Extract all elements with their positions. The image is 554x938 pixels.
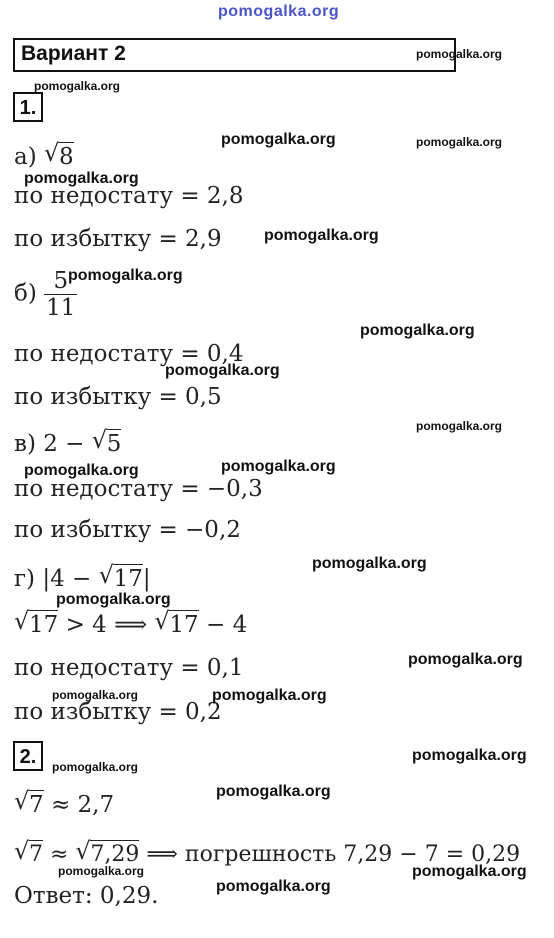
task-1-number: 1. (13, 92, 43, 122)
watermark: pomogalka.org (416, 135, 503, 149)
task-1b-lower: по недостату = 0,4 (14, 341, 244, 367)
watermark: pomogalka.org (56, 591, 171, 608)
task-1b-numerator: 5 (44, 268, 77, 295)
task-1b-denominator: 11 (46, 295, 76, 321)
task-2-number: 2. (13, 741, 43, 771)
task-2-line-2-radicand: 7 (29, 842, 43, 867)
site-header-link[interactable]: pomogalka.org (218, 3, 340, 20)
watermark: pomogalka.org (221, 131, 336, 148)
watermark: pomogalka.org (360, 322, 475, 339)
watermark: pomogalka.org (221, 458, 336, 475)
task-2-answer: Ответ: 0,29. (14, 883, 159, 909)
watermark: pomogalka.org (408, 651, 523, 668)
watermark: pomogalka.org (68, 267, 183, 284)
sqrt-symbol (44, 142, 74, 170)
task-1c-upper: по избытку = −0,2 (14, 517, 241, 543)
sqrt-symbol (14, 790, 44, 818)
task-2-line-2-mid: ≈ (43, 842, 76, 867)
sqrt-symbol (14, 610, 58, 638)
watermark: pomogalka.org (216, 878, 331, 895)
task-1c-expression (14, 429, 121, 457)
task-2-line-2-rest: ⟹ погрешность 7,29 − 7 = 0,29 (139, 842, 521, 867)
variant-title: Вариант 2 (21, 42, 126, 65)
watermark: pomogalka.org (264, 227, 379, 244)
watermark: pomogalka.org (24, 170, 139, 187)
task-1d-step-end: − 4 (198, 612, 248, 638)
task-1b-label: б) (14, 280, 37, 307)
task-1d-expression (14, 564, 151, 592)
task-1d-step (14, 610, 247, 638)
sqrt-symbol (92, 429, 122, 457)
task-1c-lower: по недостату = −0,3 (14, 476, 263, 502)
task-2-line-2-radicand-2: 7,29 (90, 842, 140, 867)
task-1d-lower: по недостату = 0,1 (14, 655, 244, 681)
task-2-line-1-radicand: 7 (29, 792, 44, 818)
task-1d-step-radicand-2: 17 (169, 612, 199, 638)
watermark: pomogalka.org (52, 760, 139, 774)
task-1d-radicand: 17 (113, 566, 143, 592)
watermark: pomogalka.org (416, 47, 503, 61)
task-2-line-1 (14, 790, 114, 818)
task-1d-upper: по избытку = 0,2 (14, 699, 222, 725)
task-1a-expression (14, 142, 74, 170)
watermark: pomogalka.org (212, 687, 327, 704)
task-1a-radicand: 8 (59, 144, 74, 170)
task-1d-step-radicand: 17 (29, 612, 59, 638)
task-1b-upper: по избытку = 0,5 (14, 384, 222, 410)
task-1a-lower: по недостату = 2,8 (14, 183, 244, 209)
task-2-line-1-rest: ≈ 2,7 (43, 792, 115, 818)
watermark: pomogalka.org (24, 462, 139, 479)
watermark: pomogalka.org (165, 362, 280, 379)
variant-header-box (13, 38, 456, 72)
watermark: pomogalka.org (52, 688, 139, 702)
sqrt-symbol (14, 840, 43, 867)
sqrt-symbol (75, 840, 139, 867)
task-1c-radicand: 5 (106, 431, 122, 457)
sqrt-symbol (99, 564, 143, 592)
task-1a-upper: по избытку = 2,9 (14, 226, 222, 252)
task-1d-close: | (142, 566, 151, 592)
task-1d-label: г) |4 − (14, 566, 92, 592)
watermark: pomogalka.org (216, 783, 331, 800)
watermark: pomogalka.org (412, 747, 527, 764)
task-1a-label: а) (14, 144, 37, 170)
task-1d-step-mid: > 4 ⟹ (58, 612, 155, 638)
watermark: pomogalka.org (312, 555, 427, 572)
task-1c-label: в) 2 − (14, 431, 85, 457)
watermark: pomogalka.org (416, 419, 503, 433)
watermark: pomogalka.org (58, 864, 145, 878)
watermark: pomogalka.org (34, 79, 121, 93)
sqrt-symbol (154, 610, 198, 638)
watermark: pomogalka.org (412, 863, 527, 880)
